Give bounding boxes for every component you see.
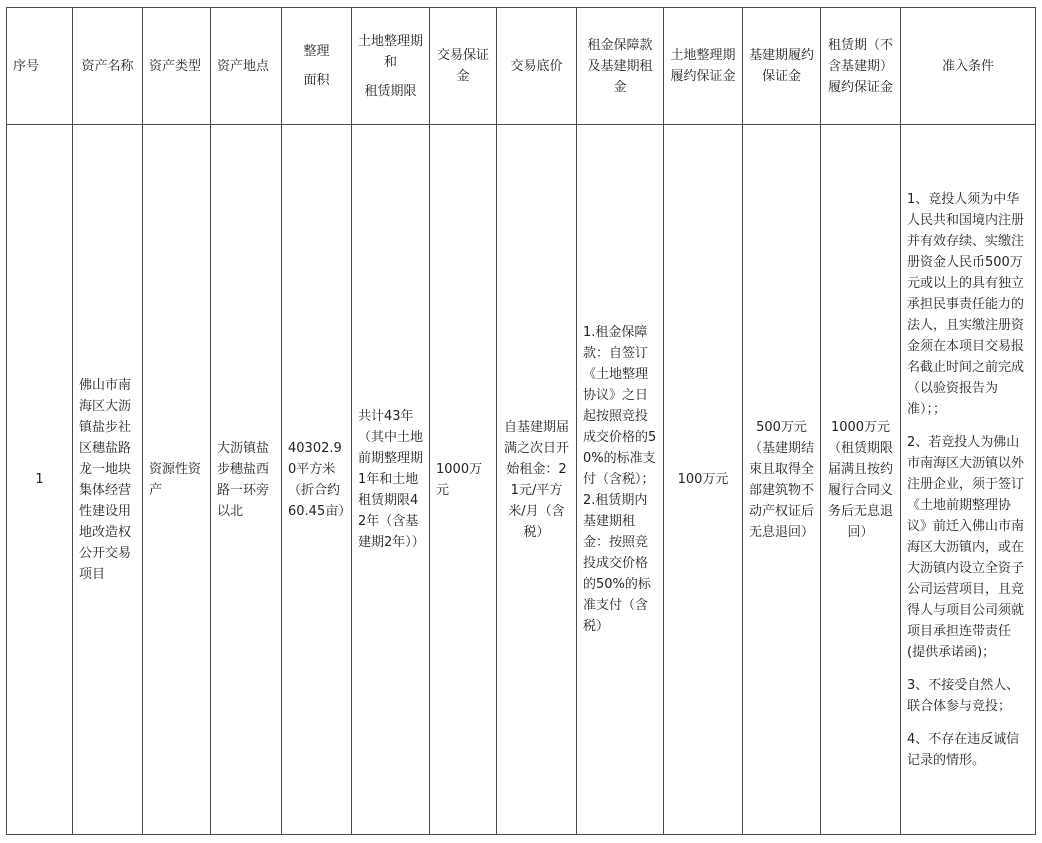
header-row xyxy=(7,8,1036,125)
header-asset-location: 资产地点 xyxy=(211,8,282,125)
header-asset-name: 资产名称 xyxy=(73,8,143,125)
header-period-line1: 土地整理期和 xyxy=(358,33,424,70)
condition-item-2: 2、若竞投人为佛山市南海区大沥镇以外注册企业，须于签订《土地前期整理协议》前迁入佛山市南海区大沥镇内，或在大沥镇内设立全资子公司运营项目，且竞得人与项目公司须就项目承担连带责任(提供承诺函)； xyxy=(907,434,1025,660)
header-area xyxy=(282,8,352,125)
cell-seq: 1 xyxy=(7,125,73,835)
header-period-line2: 租赁期限 xyxy=(364,83,417,99)
header-base-price: 交易底价 xyxy=(497,8,577,125)
header-construction-performance-deposit: 基建期履约保证金 xyxy=(743,8,821,125)
header-asset-type: 资产类型 xyxy=(143,8,211,125)
cell-rent-guarantee: 1.租金保障款：自签订《土地整理协议》之日起按照竞投成交价格的50%的标准支付（含税）；2.租赁期内基建期租金：按照竞投成交价格的50%的标准支付（含税） xyxy=(577,125,664,835)
cell-lease-performance-deposit: 1000万元（租赁期限届满且按约履行合同义务后无息退回） xyxy=(821,125,901,835)
header-conditions: 准入条件 xyxy=(901,8,1036,125)
asset-transaction-table xyxy=(6,7,1036,835)
header-area-line2: 面积 xyxy=(303,73,330,88)
cell-asset-type: 资源性资产 xyxy=(143,125,211,835)
table-row xyxy=(7,125,1036,835)
condition-item-1: 1、竞投人须为中华人民共和国境内注册并有效存续、实缴注册资金人民币500万元或以上的具有独立承担民事责任能力的法人，且实缴注册资金须在本项目交易报名截止时间之前完成（以验资报告为准）；； xyxy=(907,191,1025,417)
cell-asset-location: 大沥镇盐步穗盐西路一环旁以北 xyxy=(211,125,282,835)
cell-conditions xyxy=(901,125,1036,835)
header-period xyxy=(352,8,430,125)
cell-asset-name: 佛山市南海区大沥镇盐步社区穗盐路龙一地块集体经营性建设用地改造权公开交易项目 xyxy=(73,125,143,835)
header-deposit: 交易保证金 xyxy=(430,8,497,125)
header-seq: 序号 xyxy=(7,8,73,125)
cell-period: 共计43年（其中土地前期整理期1年和土地租赁期限42年（含基建期2年）） xyxy=(352,125,430,835)
cell-land-performance-deposit: 100万元 xyxy=(664,125,743,835)
header-lease-performance-deposit: 租赁期（不含基建期）履约保证金 xyxy=(821,8,901,125)
header-land-performance-deposit: 土地整理期履约保证金 xyxy=(664,8,743,125)
header-rent-guarantee: 租金保障款及基建期租金 xyxy=(577,8,664,125)
cell-area: 40302.90平方米（折合约60.45亩） xyxy=(282,125,352,835)
cell-deposit: 1000万元 xyxy=(430,125,497,835)
condition-item-3: 3、不接受自然人、联合体参与竞投； xyxy=(907,677,1020,714)
header-area-line1: 整理 xyxy=(303,44,330,59)
cell-base-price: 自基建期届满之次日开始租金：21元/平方米/月（含税） xyxy=(497,125,577,835)
cell-construction-performance-deposit: 500万元（基建期结束且取得全部建筑物不动产权证后无息退回） xyxy=(743,125,821,835)
condition-item-4: 4、不存在违反诚信记录的情形。 xyxy=(907,731,1020,768)
